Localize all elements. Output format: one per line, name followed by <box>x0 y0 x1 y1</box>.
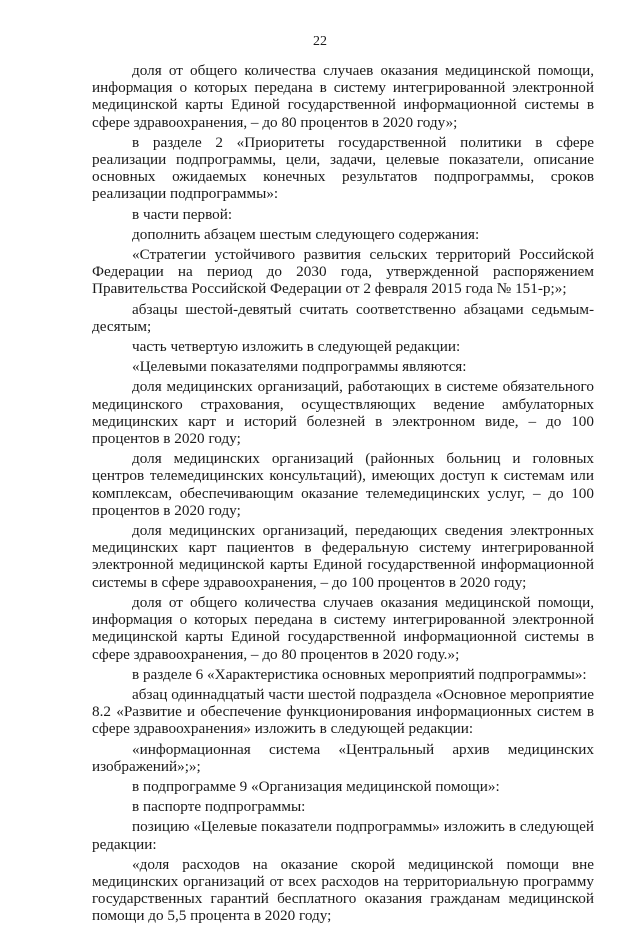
paragraph: абзацы шестой-девятый считать соответственно абзацами седьмым-десятым; <box>92 300 594 335</box>
paragraph: часть четвертую изложить в следующей редакции: <box>132 338 461 356</box>
paragraph: доля медицинских организаций (районных больниц и головных центров телемедицинских консультаций), имеющих доступ к системам или комплексам, обеспечивающим оказание телемедицинских услуг, – до 100 процентов в 2020 году; <box>92 450 594 519</box>
paragraph: «информационная система «Центральный архив медицинских изображений»;»; <box>92 740 594 775</box>
page-number: 22 <box>313 34 327 49</box>
document-body <box>92 62 594 925</box>
paragraph: абзац одиннадцатый части шестой подраздела «Основное мероприятие 8.2 «Развитие и обеспечение функционирования информационных систем в сфере здравоохранения» изложить в следующей редакции: <box>92 685 594 738</box>
paragraph: в части первой: <box>132 205 233 223</box>
paragraph: в разделе 2 «Приоритеты государственной политики в сфере реализации подпрограммы, цели, задачи, целевые показатели, описание основных ожидаемых конечных результатов подпрограммы, сроков реализации подпрограммы»: <box>92 133 594 203</box>
paragraph: доля медицинских организаций, работающих в системе обязательного медицинского страхования, осуществляющих ведение амбулаторных медицинских карт и историй болезней в электронном виде, – до 100 процентов в 2020 году; <box>92 378 594 448</box>
paragraph: доля от общего количества случаев оказания медицинской помощи, информация о которых передана в систему интегрированной электронной медицинской карты Единой государственной информационной системы в сфере здравоохранения, – до 80 процентов в 2020 году»; <box>92 62 594 131</box>
paragraph: доля медицинских организаций, передающих сведения электронных медицинских карт пациентов в федеральную систему интегрированной электронной медицинской карты Единой государственной информационной системы в сфере здравоохранения, – до 100 процентов в 2020 году; <box>92 522 594 591</box>
paragraph: в паспорте подпрограммы: <box>132 798 306 816</box>
paragraph: доля от общего количества случаев оказания медицинской помощи, информация о которых передана в систему интегрированной электронной медицинской карты Единой государственной информационной системы в сфере здравоохранения, – до 80 процентов в 2020 году.»; <box>92 593 594 663</box>
paragraph: в подпрограмме 9 «Организация медицинской помощи»: <box>132 777 500 795</box>
paragraph: позицию «Целевые показатели подпрограммы» изложить в следующей редакции: <box>92 818 594 853</box>
paragraph: дополнить абзацем шестым следующего содержания: <box>132 225 480 243</box>
paragraph: «Стратегии устойчивого развития сельских территорий Российской Федерации на период до 2030 года, утвержденной распоряжением Правительства Российской Федерации от 2 февраля 2015 года № 151-р;»; <box>92 246 594 298</box>
paragraph: «Целевыми показателями подпрограммы являются: <box>132 358 467 376</box>
paragraph: в разделе 6 «Характеристика основных мероприятий подпрограммы»: <box>132 665 587 683</box>
paragraph: «доля расходов на оказание скорой медицинской помощи вне медицинских организаций от всех расходов на территориальную программу государственных гарантий бесплатного оказания гражданам медицинской помощи до 5,5 процента в 2020 году; <box>92 855 594 925</box>
